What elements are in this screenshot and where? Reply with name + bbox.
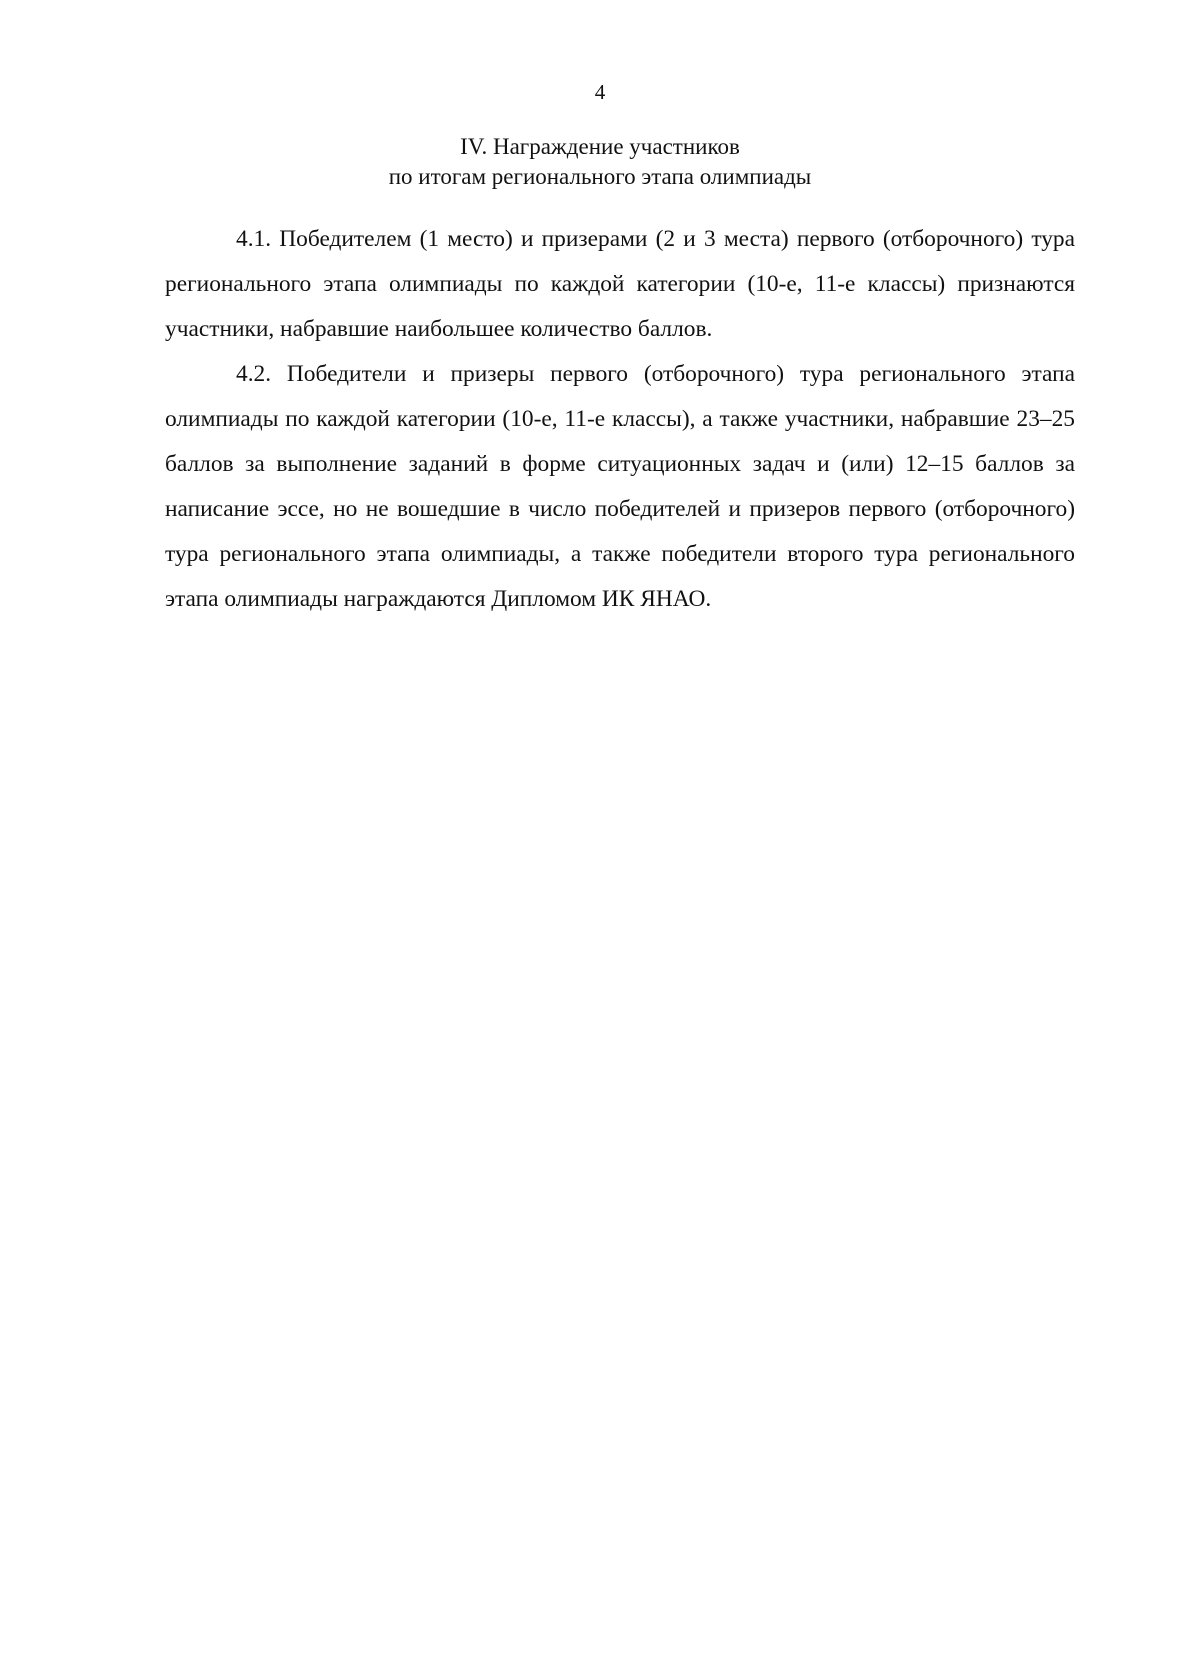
page-number: 4 [594,80,606,104]
section-title-line-2: по итогам регионального этапа олимпиады [388,164,812,189]
section-title-line-1: IV. Награждение участников [460,134,740,159]
section-title [0,132,1200,192]
paragraph-4-2: 4.2. Победители и призеры первого (отборочного) тура регионального этапа олимпиады по каждой категории (10-е, 11-е классы), а также участники, набравшие 23–25 баллов за выполнение заданий в форме ситуационных задач и (или) 12–15 баллов за написание эссе, но не вошедшие в число победителей и призеров первого (отборочного) тура регионального этапа олимпиады, а также победители второго тура регионального этапа олимпиады награждаются Дипломом ИК ЯНАО. [165,361,1075,612]
section-body [165,217,1075,622]
paragraph-4-1: 4.1. Победителем (1 место) и призерами (2 и 3 места) первого (отборочного) тура регионального этапа олимпиады по каждой категории (10-е, 11-е классы) признаются участники, набравшие наибольшее количество баллов. [165,226,1075,342]
